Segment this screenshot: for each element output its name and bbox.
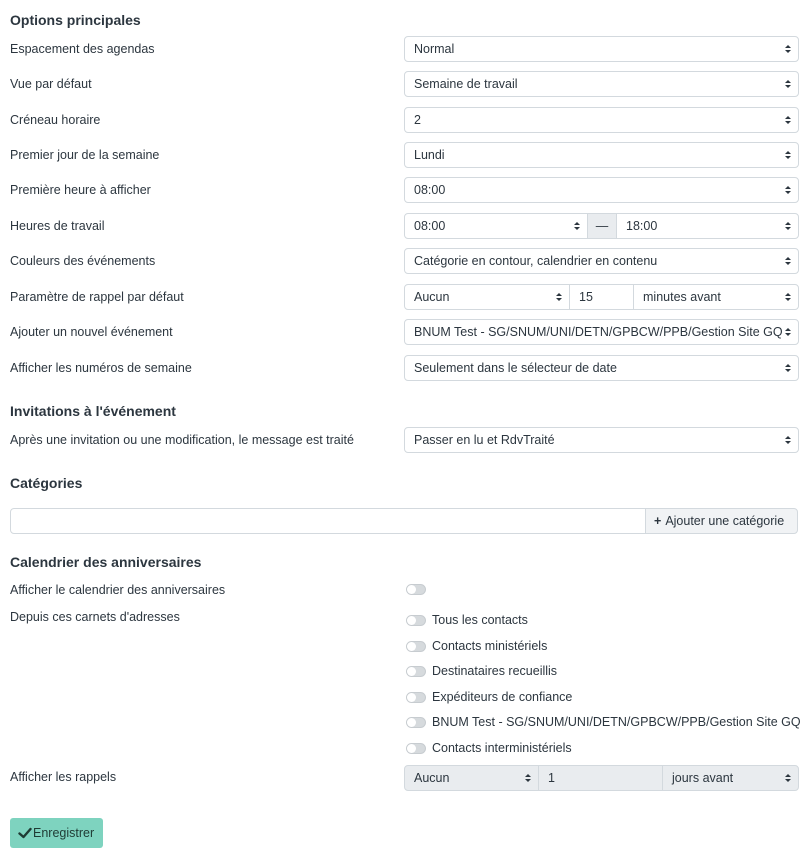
- save-button[interactable]: [10, 818, 103, 848]
- new-event-label: Ajouter un nouvel événement: [10, 325, 173, 339]
- select-arrows-icon: [784, 356, 792, 380]
- select-arrows-icon: [524, 766, 532, 790]
- select-arrows-icon: [784, 428, 792, 452]
- spacing-value: Normal: [414, 42, 455, 56]
- default-reminder-type-select[interactable]: [404, 284, 570, 310]
- select-arrows-icon: [784, 143, 792, 167]
- select-arrows-icon: [784, 249, 792, 273]
- first-hour-label: Première heure à afficher: [10, 183, 151, 197]
- birthday-reminder-unit-value: jours avant: [672, 771, 734, 785]
- address-book-toggle-collected[interactable]: [406, 666, 426, 677]
- default-reminder-amount-input[interactable]: 15: [569, 284, 634, 310]
- work-hours-separator: —: [587, 213, 617, 239]
- week-numbers-value: Seulement dans le sélecteur de date: [414, 361, 617, 375]
- select-arrows-icon: [784, 320, 792, 344]
- select-arrows-icon: [784, 72, 792, 96]
- select-arrows-icon: [573, 214, 581, 238]
- address-book-label-bnum-test: BNUM Test - SG/SNUM/UNI/DETN/GPBCW/PPB/Gestion Site GQ: [432, 715, 801, 729]
- week-numbers-label: Afficher les numéros de semaine: [10, 361, 192, 375]
- address-book-label-all-contacts: Tous les contacts: [432, 613, 528, 627]
- default-view-value: Semaine de travail: [414, 77, 518, 91]
- default-view-select[interactable]: [404, 71, 799, 97]
- address-book-label-trusted: Expéditeurs de confiance: [432, 690, 573, 704]
- time-slot-label: Créneau horaire: [10, 113, 101, 127]
- address-book-toggle-interministerial[interactable]: [406, 743, 426, 754]
- section-title-birthdays: Calendrier des anniversaires: [10, 554, 202, 570]
- check-icon: [18, 826, 32, 840]
- select-arrows-icon: [784, 285, 792, 309]
- event-colors-label: Couleurs des événements: [10, 254, 156, 268]
- reminders-label: Afficher les rappels: [10, 770, 117, 784]
- first-hour-select[interactable]: [404, 177, 799, 203]
- spacing-select[interactable]: [404, 36, 799, 62]
- plus-icon: +: [654, 514, 662, 528]
- new-event-calendar-select[interactable]: [404, 319, 799, 345]
- work-hours-start-select[interactable]: [404, 213, 588, 239]
- select-arrows-icon: [784, 37, 792, 61]
- first-day-value: Lundi: [414, 148, 445, 162]
- add-category-button[interactable]: [645, 508, 798, 534]
- time-slot-value: 2: [414, 113, 421, 127]
- event-colors-select[interactable]: [404, 248, 799, 274]
- birthday-reminder-type-select[interactable]: [404, 765, 539, 791]
- first-hour-value: 08:00: [414, 183, 446, 197]
- default-reminder-unit-select[interactable]: [633, 284, 799, 310]
- show-birthdays-toggle[interactable]: [406, 584, 426, 595]
- spacing-label: Espacement des agendas: [10, 42, 155, 56]
- address-book-label-collected: Destinataires recueillis: [432, 664, 558, 678]
- address-book-toggle-trusted[interactable]: [406, 692, 426, 703]
- invitation-processing-label: Après une invitation ou une modification, le message est traité: [10, 433, 354, 447]
- event-colors-value: Catégorie en contour, calendrier en contenu: [414, 254, 658, 268]
- default-reminder-unit-value: minutes avant: [643, 290, 721, 304]
- first-day-select[interactable]: [404, 142, 799, 168]
- select-arrows-icon: [784, 108, 792, 132]
- work-hours-end-select[interactable]: [616, 213, 799, 239]
- address-book-label-interministerial: Contacts interministériels: [432, 741, 572, 755]
- select-arrows-icon: [555, 285, 563, 309]
- new-event-calendar-value: BNUM Test - SG/SNUM/UNI/DETN/GPBCW/PPB/Gestion Site GQ: [414, 325, 783, 339]
- invitation-processing-value: Passer en lu et RdvTraité: [414, 433, 555, 447]
- category-name-input[interactable]: [10, 508, 646, 534]
- save-label: Enregistrer: [33, 826, 95, 840]
- time-slot-select[interactable]: [404, 107, 799, 133]
- birthday-reminder-type-value: Aucun: [414, 771, 450, 785]
- section-title-main: Options principales: [10, 12, 141, 28]
- work-hours-end-value: 18:00: [626, 219, 658, 233]
- address-book-toggle-bnum-test[interactable]: [406, 717, 426, 728]
- address-books-label: Depuis ces carnets d'adresses: [10, 610, 180, 624]
- birthday-reminder-unit-select[interactable]: [662, 765, 799, 791]
- address-book-toggle-all-contacts[interactable]: [406, 615, 426, 626]
- invitation-processing-select[interactable]: [404, 427, 799, 453]
- select-arrows-icon: [784, 766, 792, 790]
- default-view-label: Vue par défaut: [10, 77, 92, 91]
- section-title-invitations: Invitations à l'événement: [10, 403, 176, 419]
- show-birthdays-label: Afficher le calendrier des anniversaires: [10, 583, 226, 597]
- default-reminder-type-value: Aucun: [414, 290, 450, 304]
- work-hours-start-value: 08:00: [414, 219, 446, 233]
- week-numbers-select[interactable]: [404, 355, 799, 381]
- first-day-label: Premier jour de la semaine: [10, 148, 160, 162]
- address-book-toggle-ministerial[interactable]: [406, 641, 426, 652]
- work-hours-label: Heures de travail: [10, 219, 105, 233]
- address-book-label-ministerial: Contacts ministériels: [432, 639, 548, 653]
- default-reminder-label: Paramètre de rappel par défaut: [10, 290, 184, 304]
- add-category-label: Ajouter une catégorie: [665, 514, 785, 528]
- select-arrows-icon: [784, 214, 792, 238]
- section-title-categories: Catégories: [10, 475, 83, 491]
- select-arrows-icon: [784, 178, 792, 202]
- birthday-reminder-amount-input[interactable]: 1: [538, 765, 663, 791]
